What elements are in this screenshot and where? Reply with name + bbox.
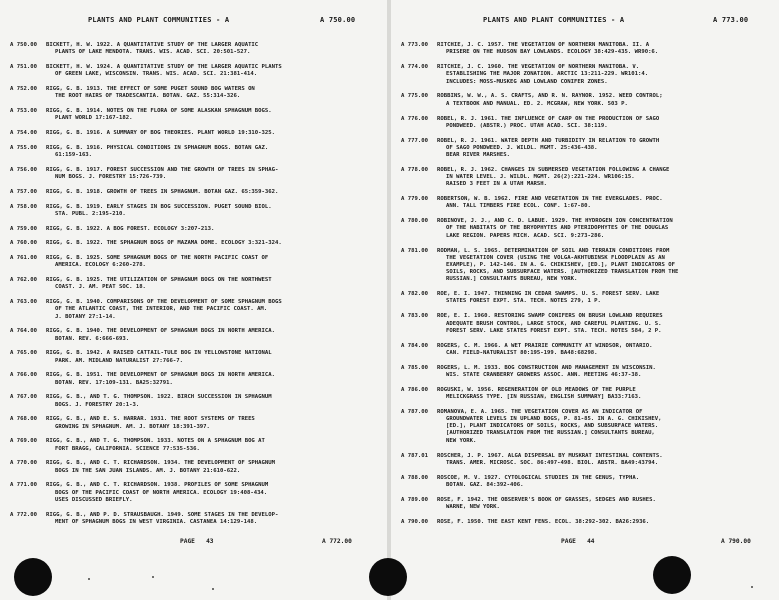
entry-number: A 761.00 — [10, 255, 37, 262]
entry-number: A 784.00 — [401, 342, 428, 349]
scan-speck — [88, 578, 90, 580]
citation-line: RIGG, G. B. 1918. GROWTH OF TREES IN SPHAGNUM. BOTAN GAZ. 65:359-362. — [46, 188, 279, 195]
citation-line: ROSE, F. 1950. THE EAST KENT FENS. ECOL. 38:292-302. BA26:2936. — [437, 518, 650, 525]
right-footer-page: PAGE 44 — [561, 538, 595, 545]
entry-number: A 750.00 — [10, 42, 37, 48]
citation-line: RIGG, G. B., AND T. G. THOMPSON. 1933. NOTES ON A SPHAGNUM BOG AT — [46, 438, 265, 445]
entry-citation — [46, 204, 272, 218]
entry-number: A 786.00 — [401, 386, 428, 393]
entry-number: A 753.00 — [10, 108, 37, 114]
citation-line: RIGG, G. B., AND P. D. STRAUSBAUGH. 1949. SOME STAGES IN THE DEVELOP- — [46, 511, 279, 518]
entry-citation — [437, 475, 639, 489]
citation-line: RIGG, G. B. 1925. THE UTILIZATION OF SPHAGNUM BOGS ON THE NORTHWEST — [46, 277, 272, 284]
citation-line: BEAR RIVER MARSHES. — [446, 152, 510, 158]
citation-line: 61:159-163. — [55, 152, 93, 158]
citation-line: ROBBINS, W. W., A. S. CRAFTS, AND R. N. RAYNOR. 1952. WEED CONTROL; — [437, 93, 663, 100]
citation-line: RIGG, G. B. 1922. THE SPHAGNUM BOGS OF MAZAMA DOME. ECOLOGY 3:321-324. — [46, 240, 282, 247]
entry-number: A 787.01 — [401, 452, 428, 459]
entry-citation — [46, 482, 268, 504]
citation-line: RIGG, G. B. 1919. EARLY STAGES IN BOG SUCCESSION. PUGET SOUND BIOL. — [46, 203, 272, 210]
citation-line: PLANT WORLD 17:167-182. — [55, 115, 133, 122]
citation-line: OF THE HABITATS OF THE BRYOPHYTES AND PTERIDOPHYTES OF THE DOUGLAS — [446, 225, 669, 232]
citation-line: RIGG, G. B. 1916. A SUMMARY OF BOG THEORIES. PLANT WORLD 19:310-325. — [46, 130, 276, 136]
entry-number: A 773.00 — [401, 42, 428, 48]
entry-citation — [46, 394, 272, 408]
citation-line: FOREST SERV. LAKE STATES FOREST EXPT. STA. TECH. NOTES 584, 2 P. — [446, 327, 662, 334]
citation-line: ROSCOE, M. V. 1927. CYTOLOGICAL STUDIES IN THE GENUS, TYPHA. — [437, 474, 640, 481]
entry-number: A 781.00 — [401, 247, 428, 254]
entry-number: A 767.00 — [10, 394, 37, 401]
binder-hole — [14, 558, 52, 596]
citation-line: BICKETT, H. W. 1924. A QUANTITATIVE STUDY OF THE LARGER AQUATIC PLANTS — [46, 64, 282, 70]
entry-citation — [46, 438, 265, 452]
citation-line: OF THE ATLANTIC COAST, THE INTERIOR, AND THE PACIFIC COAST. AM. — [55, 306, 268, 313]
citation-line: GROWING IN SPHAGNUM. AM. J. BOTANY 18:391-397. — [55, 423, 210, 430]
entry-citation — [437, 453, 663, 467]
entry-citation — [46, 108, 272, 122]
citation-line: INCLUDES: MOSS-MUSKEG AND LOWLAND CONIFER ZONES. — [446, 78, 608, 85]
entry-number: A 760.00 — [10, 240, 37, 247]
entry-number: A 775.00 — [401, 93, 428, 100]
scan-speck — [152, 576, 154, 578]
entry-citation — [46, 167, 278, 181]
entry-citation — [46, 240, 282, 247]
entry-citation — [437, 218, 673, 240]
binder-hole — [369, 558, 407, 596]
entry-citation — [437, 42, 658, 56]
citation-line: ROSE, F. 1942. THE OBSERVER'S BOOK OF GRASSES, SEDGES AND RUSHES. — [437, 496, 656, 503]
entry-citation — [437, 116, 659, 130]
citation-line: ROBERTSON, W. B. 1962. FIRE AND VEGETATION IN THE EVERGLADES. PROC. — [437, 196, 663, 203]
citation-line: BOGS OF THE PACIFIC COAST OF NORTH AMERICA. ECOLOGY 19:408-434. — [55, 489, 268, 496]
citation-line: MELICKGRASS TYPE. [IN RUSSIAN, ENGLISH SUMMARY] BA33:7163. — [446, 394, 642, 400]
right-header-range: A 773.00 — [713, 16, 749, 24]
citation-line: BOTAN. REV. 17:109-131. BA25:32791. — [55, 379, 173, 386]
citation-line: STA. PUBL. 2:195-210. — [55, 210, 126, 217]
citation-line: ROBEL, R. J. 1962. CHANGES IN SUBMERSED VEGETATION FOLLOWING A CHANGE — [437, 166, 670, 173]
entry-citation — [46, 189, 278, 196]
citation-line: RIGG, G. B. 1914. NOTES ON THE FLORA OF SOME ALASKAN SPHAGNUM BOGS. — [46, 108, 272, 114]
entry-citation — [437, 196, 663, 210]
entry-number: A 776.00 — [401, 115, 428, 122]
left-footer-range: A 772.00 — [322, 538, 352, 545]
citation-line: ROMANOVA, E. A. 1965. THE VEGETATION COVER AS AN INDICATOR OF — [437, 408, 643, 415]
entry-number: A 751.00 — [10, 64, 37, 70]
citation-line: NUM BOGS. J. FORESTRY 15:726-739. — [55, 174, 167, 180]
citation-line: ANN. TALL TIMBERS FIRE ECOL. CONF. 1:67-80. — [446, 203, 591, 210]
entry-citation — [46, 299, 282, 321]
entry-citation — [46, 86, 255, 100]
citation-line: STATES FOREST EXPT. STA. TECH. NOTES 279, 1 P. — [446, 298, 601, 305]
entry-citation — [437, 167, 669, 189]
citation-line: RITCHIE, J. C. 1960. THE VEGETATION OF NORTHERN MANITOBA. V. — [437, 64, 640, 71]
citation-line: OF GREEN LAKE, WISCONSIN. TRANS. WIS. ACAD. SCI. 21:381-414. — [55, 71, 258, 78]
entry-citation — [46, 372, 275, 386]
entry-citation — [46, 460, 275, 474]
right-page — [391, 0, 779, 600]
entry-citation — [46, 255, 268, 269]
citation-line: [ED.], PLANT INDICATORS OF SOILS, ROCKS, AND SUBSURFACE WATERS. — [446, 423, 659, 430]
entry-citation — [46, 145, 268, 159]
citation-line: RIGG, G. B., AND C. T. RICHARDSON. 1938. PROFILES OF SOME SPHAGNUM — [46, 482, 269, 489]
entry-number: A 766.00 — [10, 372, 37, 379]
citation-line: ROBINOVE, J. J., AND C. D. LABUE. 1929. THE HYDROGEN ION CONCENTRATION — [437, 218, 673, 225]
entry-citation — [437, 343, 653, 357]
citation-line: RIGG, G. B. 1916. PHYSICAL CONDITIONS IN SPHAGNUM BOGS. BOTAN GAZ. — [46, 144, 269, 151]
entry-number: A 787.00 — [401, 408, 428, 415]
citation-line: BOGS IN THE SAN JUAN ISLANDS. AM. J. BOTANY 21:610-622. — [55, 467, 241, 474]
citation-line: ROSCHER, J. P. 1967. ALGA DISPERSAL BY MUSKRAT INTESTINAL CONTENTS. — [437, 452, 663, 459]
entry-citation — [437, 365, 656, 379]
citation-line: BOTAN. GAZ. 84:392-406. — [446, 481, 524, 488]
citation-line: RIGG, G. B., AND T. G. THOMPSON. 1922. BIRCH SUCCESSION IN SPHAGNUM — [46, 394, 272, 401]
citation-line: ESTABLISHING THE MAJOR ZONATION. ARCTIC 13:211-229. WR101:4. — [446, 71, 649, 78]
left-header-title: PLANTS AND PLANT COMMUNITIES - A — [88, 16, 230, 24]
entry-citation — [437, 519, 649, 526]
entry-number: A 788.00 — [401, 474, 428, 481]
entry-number: A 774.00 — [401, 64, 428, 71]
citation-line: [AUTHORIZED TRANSLATION FROM THE RUSSIAN.] CONSULTANTS BUREAU, — [446, 430, 655, 437]
citation-line: ROE, E. I. 1947. THINNING IN CEDAR SWAMPS. U. S. FOREST SERV. LAKE — [437, 291, 660, 298]
entry-number: A 759.00 — [10, 225, 37, 232]
entry-citation — [46, 277, 272, 291]
citation-line: NEW YORK. — [446, 437, 477, 444]
citation-line: USES DISCUSSED BRIEFLY. — [55, 496, 133, 503]
right-header-title: PLANTS AND PLANT COMMUNITIES - A — [483, 16, 625, 24]
entry-number: A 756.00 — [10, 166, 37, 173]
citation-line: FORT BRAGG, CALIFORNIA. SCIENCE 77:535-536. — [55, 445, 200, 452]
citation-line: WARNE, NEW YORK. — [446, 503, 500, 510]
entry-number: A 772.00 — [10, 511, 37, 518]
entry-citation — [437, 497, 656, 511]
citation-line: RIGG, G. B. 1917. FOREST SUCCESSION AND THE GROWTH OF TREES IN SPHAG- — [46, 166, 279, 173]
entry-number: A 783.00 — [401, 313, 428, 320]
entry-citation — [46, 350, 272, 364]
entry-number: A 777.00 — [401, 137, 428, 144]
right-footer-range: A 790.00 — [721, 538, 751, 545]
entry-number: A 762.00 — [10, 277, 37, 284]
scan-speck — [751, 586, 753, 588]
citation-line: PONDWEED. (ABSTR.) PROC. UTAH ACAD. SCI. 38:119. — [446, 122, 608, 129]
entry-citation — [437, 409, 662, 445]
entry-citation — [437, 138, 659, 160]
citation-line: THE VEGETATION COVER (USING THE VOLGA-AKHTUBINSK FLOODPLAIN AS AN — [446, 254, 665, 261]
entry-number: A 765.00 — [10, 350, 37, 357]
entry-number: A 763.00 — [10, 299, 37, 306]
citation-line: CAN. FIELD-NATURALIST 80:195-199. BA48:68298. — [446, 349, 598, 356]
citation-line: SOILS, ROCKS, AND SUBSURFACE WATERS. [AUTHORIZED TRANSLATION FROM THE — [446, 269, 679, 276]
entry-number: A 752.00 — [10, 86, 37, 92]
entry-citation — [46, 42, 258, 56]
entry-citation — [46, 512, 278, 526]
citation-line: THE ROOT HAIRS OF TRADESCANTIA. BOTAN. GAZ. 55:314-326. — [55, 93, 241, 100]
entry-number: A 757.00 — [10, 188, 37, 195]
citation-line: RAISED 3 FEET IN A UTAH MARSH. — [446, 181, 548, 188]
entry-citation — [437, 291, 659, 305]
citation-line: A TEXTBOOK AND MANUAL. ED. 2. MCGRAW, NEW YORK. 503 P. — [446, 100, 628, 107]
citation-line: RIGG, G. B. 1922. A BOG FOREST. ECOLOGY 3:207-213. — [46, 225, 215, 232]
citation-line: AMERICA. ECOLOGY 6:260-278. — [55, 262, 146, 269]
entry-number: A 790.00 — [401, 518, 428, 525]
citation-line: GROUNDWATER LEVELS IN UPLAND BOGS, P. 81-85. IN A. G. CHIKISHEV, — [446, 416, 662, 422]
citation-line: ADEQUATE BRUSH CONTROL, LARGE STOCK, AND CAREFUL PLANTING. U. S. — [446, 320, 662, 327]
citation-line: ROGERS, C. M. 1966. A WET PRAIRIE COMMUNITY AT WINDSOR, ONTARIO. — [437, 342, 653, 349]
entry-citation — [46, 328, 275, 342]
citation-line: BOTAN. REV. 6:666-693. — [55, 335, 130, 342]
citation-line: ROGERS, L. M. 1933. BOG CONSTRUCTION AND MANAGEMENT IN WISCONSIN. — [437, 364, 656, 371]
left-footer-page: PAGE 43 — [180, 538, 214, 545]
citation-line: PARK. AM. MIDLAND NATURALIST 27:766-7. — [55, 357, 183, 364]
entry-number: A 758.00 — [10, 203, 37, 210]
citation-line: ROBEL, R. J. 1961. WATER DEPTH AND TURBIDITY IN RELATION TO GROWTH — [437, 137, 660, 144]
entry-number: A 782.00 — [401, 291, 428, 298]
citation-line: EXAMPLE), P. 142-146. IN A. G. CHIKISHEV, [ED.], PLANT INDICATORS OF — [446, 261, 676, 268]
citation-line: RIGG, G. B. 1951. THE DEVELOPMENT OF SPHAGNUM BOGS IN NORTH AMERICA. — [46, 372, 276, 379]
entry-number: A 771.00 — [10, 482, 37, 489]
entry-number: A 785.00 — [401, 364, 428, 371]
citation-line: PLANTS OF LAKE MENDOTA. TRANS. WIS. ACAD. SCI. 20:501-527. — [55, 49, 251, 56]
entry-citation — [437, 93, 663, 107]
citation-line: COAST. J. AM. PEAT SOC. 18. — [55, 284, 146, 291]
entry-citation — [437, 248, 678, 284]
entry-number: A 754.00 — [10, 130, 37, 136]
citation-line: J. BOTANY 27:1-14. — [55, 313, 116, 320]
citation-line: RIGG, G. B., AND E. S. HARRAR. 1931. THE ROOT SYSTEMS OF TREES — [46, 416, 255, 423]
citation-line: ROE, E. I. 1960. RESTORING SWAMP CONIFERS ON BRUSH LOWLAND REQUIRES — [437, 313, 663, 320]
entry-number: A 779.00 — [401, 196, 428, 203]
entry-number: A 778.00 — [401, 166, 428, 173]
entry-citation — [46, 130, 275, 137]
citation-line: RIGG, G. B. 1940. THE DEVELOPMENT OF SPHAGNUM BOGS IN NORTH AMERICA. — [46, 328, 276, 335]
citation-line: OF SAGO PONDWEED. J. WILDL. MGMT. 25:436-438. — [446, 144, 598, 151]
entry-number: A 764.00 — [10, 328, 37, 335]
citation-line: LAKE REGION. PAPERS MICH. ACAD. SCI. 9:273-286. — [446, 232, 605, 239]
citation-line: RIGG, G. B. 1940. COMPARISONS OF THE DEVELOPMENT OF SOME SPHAGNUM BOGS — [46, 299, 282, 306]
entry-citation — [437, 387, 641, 401]
citation-line: RIGG, G. B. 1942. A RAISED CATTAIL-TULE BOG IN YELLOWSTONE NATIONAL — [46, 350, 272, 357]
entry-number: A 755.00 — [10, 144, 37, 151]
entry-citation — [46, 416, 255, 430]
entry-citation — [437, 64, 648, 86]
citation-line: TRANS. AMER. MICROSC. SOC. 86:497-498. BIOL. ABSTR. BA49:43794. — [446, 459, 659, 466]
citation-line: RITCHIE, J. C. 1957. THE VEGETATION OF NORTHERN MANITOBA. II. A — [437, 42, 650, 48]
citation-line: PRISERE ON THE HUDSON BAY LOWLANDS. ECOLOGY 38:429-435. WR90:6. — [446, 49, 659, 56]
citation-line: RIGG, G. B. 1925. SOME SPHAGNUM BOGS OF THE NORTH PACIFIC COAST OF — [46, 255, 269, 262]
citation-line: IN WATER LEVEL. J. WILDL. MGMT. 26(2):221-224. WR106:15. — [446, 174, 635, 180]
citation-line: WIS. STATE CRANBERRY GROWERS ASSOC. ANN. MEETING 46:37-38. — [446, 371, 642, 378]
citation-line: RIGG, G. B., AND C. T. RICHARDSON. 1934. THE DEVELOPMENT OF SPHAGNUM — [46, 460, 276, 467]
citation-line: MENT OF SPHAGNUM BOGS IN WEST VIRGINIA. CASTANEA 14:129-148. — [55, 518, 258, 525]
citation-line: BICKETT, H. W. 1922. A QUANTITATIVE STUDY OF THE LARGER AQUATIC — [46, 42, 259, 48]
citation-line: ROBEL, R. J. 1961. THE INFLUENCE OF CARP ON THE PRODUCTION OF SAGO — [437, 115, 660, 122]
citation-line: RIGG, G. B. 1913. THE EFFECT OF SOME PUGET SOUND BOG WATERS ON — [46, 86, 255, 92]
entry-citation — [46, 226, 214, 233]
citation-line: RODMAN, L. S. 1965. DETERMINATION OF SOIL AND TERRAIN CONDITIONS FROM — [437, 247, 670, 254]
entry-number: A 768.00 — [10, 416, 37, 423]
entry-number: A 780.00 — [401, 218, 428, 225]
entry-number: A 789.00 — [401, 496, 428, 503]
left-page — [0, 0, 388, 600]
citation-line: RUSSIAN.] CONSULTANTS BUREAU, NEW YORK. — [446, 276, 578, 283]
citation-line: BOGS. J. FORESTRY 20:1-3. — [55, 401, 140, 408]
binder-hole — [653, 556, 691, 594]
entry-number: A 769.00 — [10, 438, 37, 445]
left-header-range: A 750.00 — [320, 16, 356, 24]
scan-speck — [212, 588, 214, 590]
entry-citation — [46, 64, 282, 78]
citation-line: ROGUSKI, W. 1956. REGENERATION OF OLD MEADOWS OF THE PURPLE — [437, 386, 636, 393]
entry-citation — [437, 313, 663, 335]
entry-number: A 770.00 — [10, 460, 37, 467]
